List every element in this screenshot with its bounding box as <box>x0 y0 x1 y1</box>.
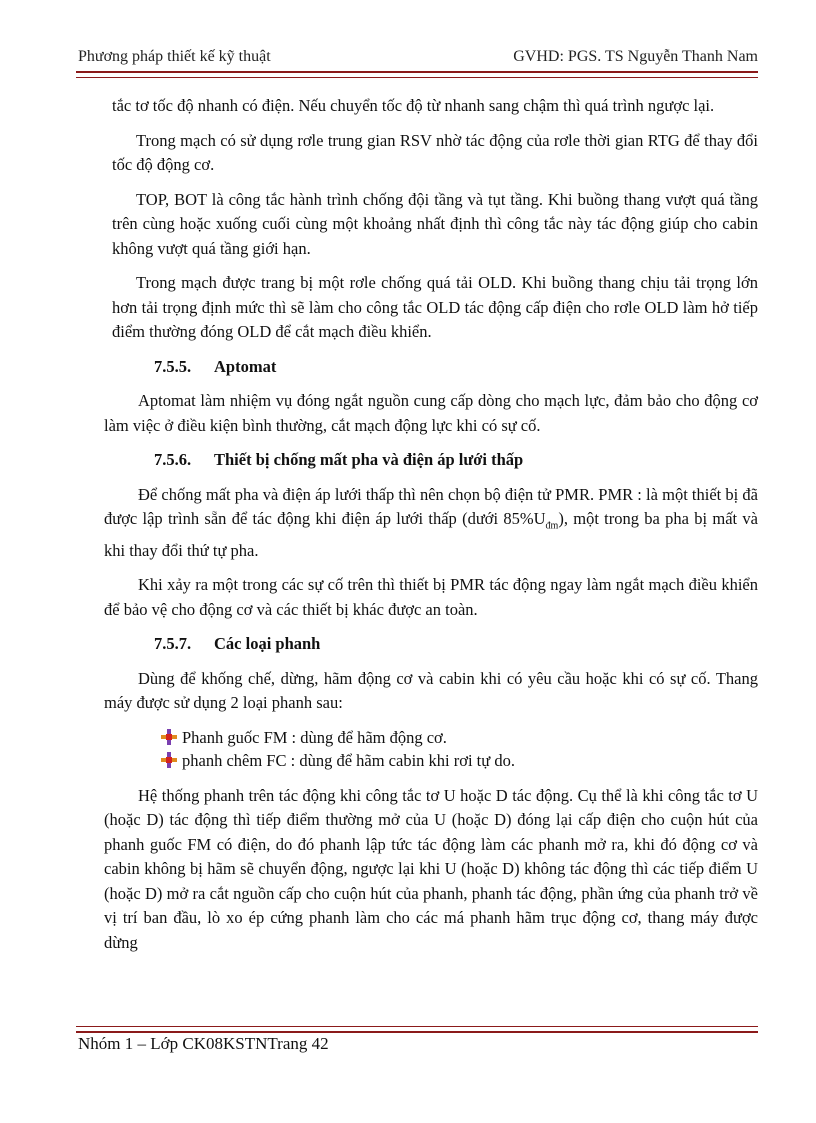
header-course-title: Phương pháp thiết kế kỹ thuật <box>78 48 271 65</box>
section-title: Thiết bị chống mất pha và điện áp lưới thấp <box>214 450 524 469</box>
section-title: Các loại phanh <box>214 634 321 654</box>
section-title: Aptomat <box>214 356 277 376</box>
paragraph: Khi xảy ra một trong các sự cố trên thì thiết bị PMR tác động ngay làm ngắt mạch điều khiển để bảo vệ cho động cơ và các thiết bị khác được an toàn. <box>104 575 758 619</box>
section-number: 7.5.5. <box>154 356 192 376</box>
paragraph-text: ), một trong ba pha bị mất và khi thay đổi thứ tự pha. <box>104 509 758 560</box>
list-item <box>160 749 758 772</box>
paragraph: TOP, BOT là công tắc hành trình chống đội tầng và tụt tầng. Khi buồng thang vượt quá tầng trên cùng hoặc xuống cuối cùng một khoảng nhất định thì công tắc này tác động giúp cho cabin không vượt quá tầng giới hạn. <box>112 189 758 258</box>
paragraph <box>104 483 758 564</box>
paragraph: tắc tơ tốc độ nhanh có điện. Nếu chuyển tốc độ từ nhanh sang chậm thì quá trình ngược lại. <box>112 96 715 115</box>
paragraph: Trong mạch được trang bị một rơle chống quá tải OLD. Khi buồng thang chịu tải trọng lớn hơn tải trọng định mức thì sẽ làm cho công tắc OLD tác động cấp điện cho rơle OLD làm hở tiếp điểm thường đóng OLD để cắt mạch điều khiển. <box>112 273 758 341</box>
list-item-text: Phanh guốc FM : dùng để hãm động cơ. <box>182 727 447 747</box>
section-number: 7.5.7. <box>154 634 192 654</box>
page-footer: Nhóm 1 – Lớp CK08KSTNTrang 42 <box>78 1034 329 1053</box>
list-item-text: phanh chêm FC : dùng để hãm cabin khi rơi tự do. <box>182 750 515 770</box>
four-point-arrow-icon <box>160 751 178 769</box>
section-heading <box>154 448 758 473</box>
paragraph: Hệ thống phanh trên tác động khi công tắc tơ U hoặc D tác động. Cụ thể là khi công tắc tơ U (hoặc D) tác động thì tiếp điểm thường mở của U (hoặc D) đóng lại cấp điện cho cuộn hút của phanh guốc FM có điện, do đó phanh lập tức tác động làm các phanh mở ra, khi đó động cơ và cabin không bị hãm sẽ chuyển động, ngược lại khi U (hoặc D) không tác động thì các tiếp điểm U (hoặc D) mở ra cắt nguồn cấp cho cuộn hút của phanh, phanh tác động, phần ứng của phanh trở về vị trí ban đầu, lò xo ép cứng phanh làm cho các má phanh hãm trục động cơ, thang máy được dừng <box>104 785 758 952</box>
paragraph-text: Để chống mất pha và điện áp lưới thấp thì nên chọn bộ điện tử PMR. PMR : là một thiết bị đã được lập trình sẵn để tác động khi điện áp lưới thấp (dưới 85%U <box>104 484 758 528</box>
footer-divider <box>76 1026 758 1033</box>
header-instructor: GVHD: PGS. TS Nguyễn Thanh Nam <box>513 48 758 65</box>
paragraph: Dùng để khống chế, dừng, hãm động cơ và cabin khi có yêu cầu hoặc khi có sự cố. Thang máy được sử dụng 2 loại phanh sau: <box>104 668 758 713</box>
header-divider <box>76 71 758 78</box>
section-heading <box>154 355 758 380</box>
section-number: 7.5.6. <box>154 450 192 469</box>
list-item <box>160 726 758 749</box>
paragraph: Trong mạch có sử dụng rơle trung gian RSV nhờ tác động của rơle thời gian RTG để thay đổi tốc độ động cơ. <box>112 130 758 174</box>
page-header <box>78 48 758 72</box>
brake-type-list <box>160 726 758 772</box>
paragraph: Aptomat làm nhiệm vụ đóng ngắt nguồn cung cấp dòng cho mạch lực, đảm bảo cho động cơ làm việc ở điều kiện bình thường, cắt mạch động lực khi có sự cố. <box>104 391 758 435</box>
four-point-arrow-icon <box>160 728 178 746</box>
subscript: đm <box>545 520 559 532</box>
page-body <box>104 94 758 965</box>
section-heading <box>154 632 758 657</box>
